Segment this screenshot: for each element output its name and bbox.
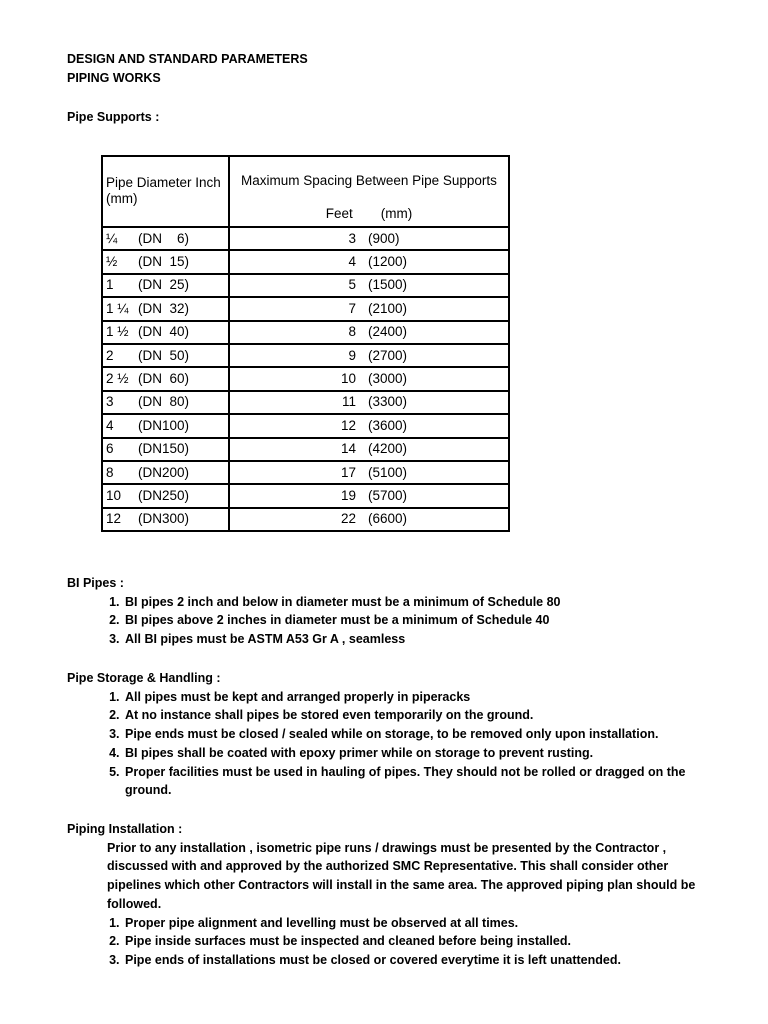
spacing-cell [229, 438, 509, 461]
header-pipe-diameter [102, 156, 229, 227]
size-inch: ¼ [106, 230, 118, 246]
list-item: 5. Proper facilities must be used in hauling of pipes. They should not be rolled or dragged on the ground. [123, 763, 707, 800]
spacing-feet: 8 [348, 324, 356, 340]
pipe-supports-table [101, 155, 510, 532]
document-title: DESIGN AND STANDARD PARAMETERS [67, 52, 308, 66]
size-inch: 6 [106, 441, 114, 457]
size-dn: (DN300) [138, 511, 190, 527]
table-header-row [102, 156, 509, 227]
spacing-feet: 11 [341, 394, 356, 410]
header-max-spacing-label: Maximum Spacing Between Pipe Supports [241, 173, 497, 188]
spacing-feet: 10 [340, 371, 356, 387]
pipe-size-cell [102, 391, 229, 414]
spacing-cell [229, 297, 509, 320]
header-feet: Feet [325, 206, 353, 221]
document-subtitle: PIPING WORKS [67, 71, 161, 85]
size-inch: 4 [106, 417, 114, 433]
size-dn: (DN150) [138, 441, 190, 457]
size-inch: 10 [106, 487, 122, 503]
spacing-feet: 14 [340, 441, 356, 457]
spacing-mm: (6600) [368, 511, 408, 527]
installation-intro: Prior to any installation , isometric pipe runs / drawings must be presented by the Contractor , discussed with and approved by the authorized SMC Representative. This shall consider other pipelines which other Contractors will install in the same area. The approved piping plan should be followed. [107, 840, 696, 911]
list-item: 3. Pipe ends must be closed / sealed while on storage, to be removed only upon installation. [123, 725, 707, 744]
size-dn: (DN100) [138, 417, 190, 433]
size-inch: 3 [106, 394, 114, 410]
spacing-mm: (3000) [368, 371, 408, 387]
spacing-feet: 9 [348, 347, 356, 363]
pipe-size-cell [102, 414, 229, 437]
table-row [102, 461, 509, 484]
size-dn: (DN 25) [138, 277, 190, 293]
size-inch: 2 ½ [106, 371, 129, 387]
storage-list [67, 688, 707, 800]
installation-list [67, 914, 707, 970]
bi-pipes-list [67, 593, 707, 649]
spacing-feet: 4 [348, 254, 356, 270]
size-dn: (DN 15) [138, 254, 190, 270]
pipe-size-cell [102, 438, 229, 461]
spacing-feet: 19 [340, 487, 356, 503]
pipe-size-cell [102, 461, 229, 484]
spacing-mm: (5100) [368, 464, 408, 480]
size-inch: 1 [106, 277, 114, 293]
spacing-mm: (2400) [368, 324, 408, 340]
size-inch: 2 [106, 347, 114, 363]
size-inch: 8 [106, 464, 114, 480]
table-row [102, 227, 509, 250]
size-dn: (DN200) [138, 464, 190, 480]
list-item: 2. Pipe inside surfaces must be inspected and cleaned before being installed. [123, 932, 707, 951]
spacing-mm: (3600) [368, 417, 408, 433]
pipe-size-cell [102, 297, 229, 320]
pipe-size-cell [102, 227, 229, 250]
spacing-mm: (1200) [368, 254, 408, 270]
spacing-cell [229, 344, 509, 367]
size-dn: (DN 60) [138, 371, 190, 387]
header-mm: (mm) [380, 206, 413, 221]
installation-section [67, 820, 707, 970]
spacing-feet: 7 [348, 300, 356, 316]
pipe-size-cell [102, 274, 229, 297]
spacing-cell [229, 250, 509, 273]
table-row [102, 250, 509, 273]
spacing-cell [229, 461, 509, 484]
spacing-mm: (3300) [368, 394, 408, 410]
spacing-mm: (900) [368, 230, 400, 246]
spacing-mm: (1500) [368, 277, 408, 293]
table-row [102, 438, 509, 461]
list-item: 2. At no instance shall pipes be stored even temporarily on the ground. [123, 706, 707, 725]
spacing-cell [229, 414, 509, 437]
size-inch: 12 [106, 511, 122, 527]
spacing-feet: 12 [340, 417, 356, 433]
list-item: 4. BI pipes shall be coated with epoxy primer while on storage to prevent rusting. [123, 744, 707, 763]
spacing-feet: 3 [348, 230, 356, 246]
header-max-spacing [229, 156, 509, 227]
pipe-size-cell [102, 250, 229, 273]
spacing-feet: 22 [340, 511, 356, 527]
table-row [102, 484, 509, 507]
spacing-mm: (5700) [368, 487, 408, 503]
header-pipe-diameter-label: Pipe Diameter Inch (mm) [106, 175, 221, 206]
size-dn: (DN 6) [138, 230, 190, 246]
spacing-cell [229, 484, 509, 507]
list-item: 1. All pipes must be kept and arranged properly in piperacks [123, 688, 707, 707]
table-row [102, 367, 509, 390]
list-item: 2. BI pipes above 2 inches in diameter must be a minimum of Schedule 40 [123, 611, 707, 630]
size-dn: (DN250) [138, 487, 190, 503]
list-item: 3. Pipe ends of installations must be closed or covered everytime it is left unattended. [123, 951, 707, 970]
pipe-size-cell [102, 344, 229, 367]
list-item: 1. Proper pipe alignment and levelling must be observed at all times. [123, 914, 707, 933]
storage-section [67, 669, 707, 800]
bi-pipes-heading: BI Pipes : [67, 576, 124, 590]
list-item: 1. BI pipes 2 inch and below in diameter must be a minimum of Schedule 80 [123, 593, 707, 612]
spacing-feet: 5 [348, 277, 356, 293]
installation-heading: Piping Installation : [67, 822, 183, 836]
pipe-size-cell [102, 321, 229, 344]
size-dn: (DN 80) [138, 394, 190, 410]
table-row [102, 414, 509, 437]
table-row [102, 508, 509, 531]
pipe-size-cell [102, 367, 229, 390]
spacing-mm: (2700) [368, 347, 408, 363]
spacing-cell [229, 367, 509, 390]
spacing-mm: (2100) [368, 300, 408, 316]
spacing-cell [229, 321, 509, 344]
table-row [102, 274, 509, 297]
header-units [230, 206, 508, 222]
spacing-feet: 17 [340, 464, 356, 480]
spacing-cell [229, 274, 509, 297]
pipe-supports-heading: Pipe Supports : [67, 110, 160, 124]
table-row [102, 297, 509, 320]
size-dn: (DN 32) [138, 300, 190, 316]
spacing-cell [229, 391, 509, 414]
size-inch: ½ [106, 254, 118, 270]
spacing-mm: (4200) [368, 441, 408, 457]
pipe-size-cell [102, 484, 229, 507]
size-inch: 1 ½ [106, 324, 129, 340]
list-item: 3. All BI pipes must be ASTM A53 Gr A , seamless [123, 630, 707, 649]
storage-heading: Pipe Storage & Handling : [67, 671, 221, 685]
table-row [102, 344, 509, 367]
document-header [67, 50, 707, 127]
spacing-cell [229, 227, 509, 250]
table-body [102, 227, 509, 531]
spacing-cell [229, 508, 509, 531]
bi-pipes-section [67, 574, 707, 649]
size-dn: (DN 50) [138, 347, 190, 363]
pipe-size-cell [102, 508, 229, 531]
size-dn: (DN 40) [138, 324, 190, 340]
table-row [102, 321, 509, 344]
size-inch: 1 ¼ [106, 300, 129, 316]
table-row [102, 391, 509, 414]
